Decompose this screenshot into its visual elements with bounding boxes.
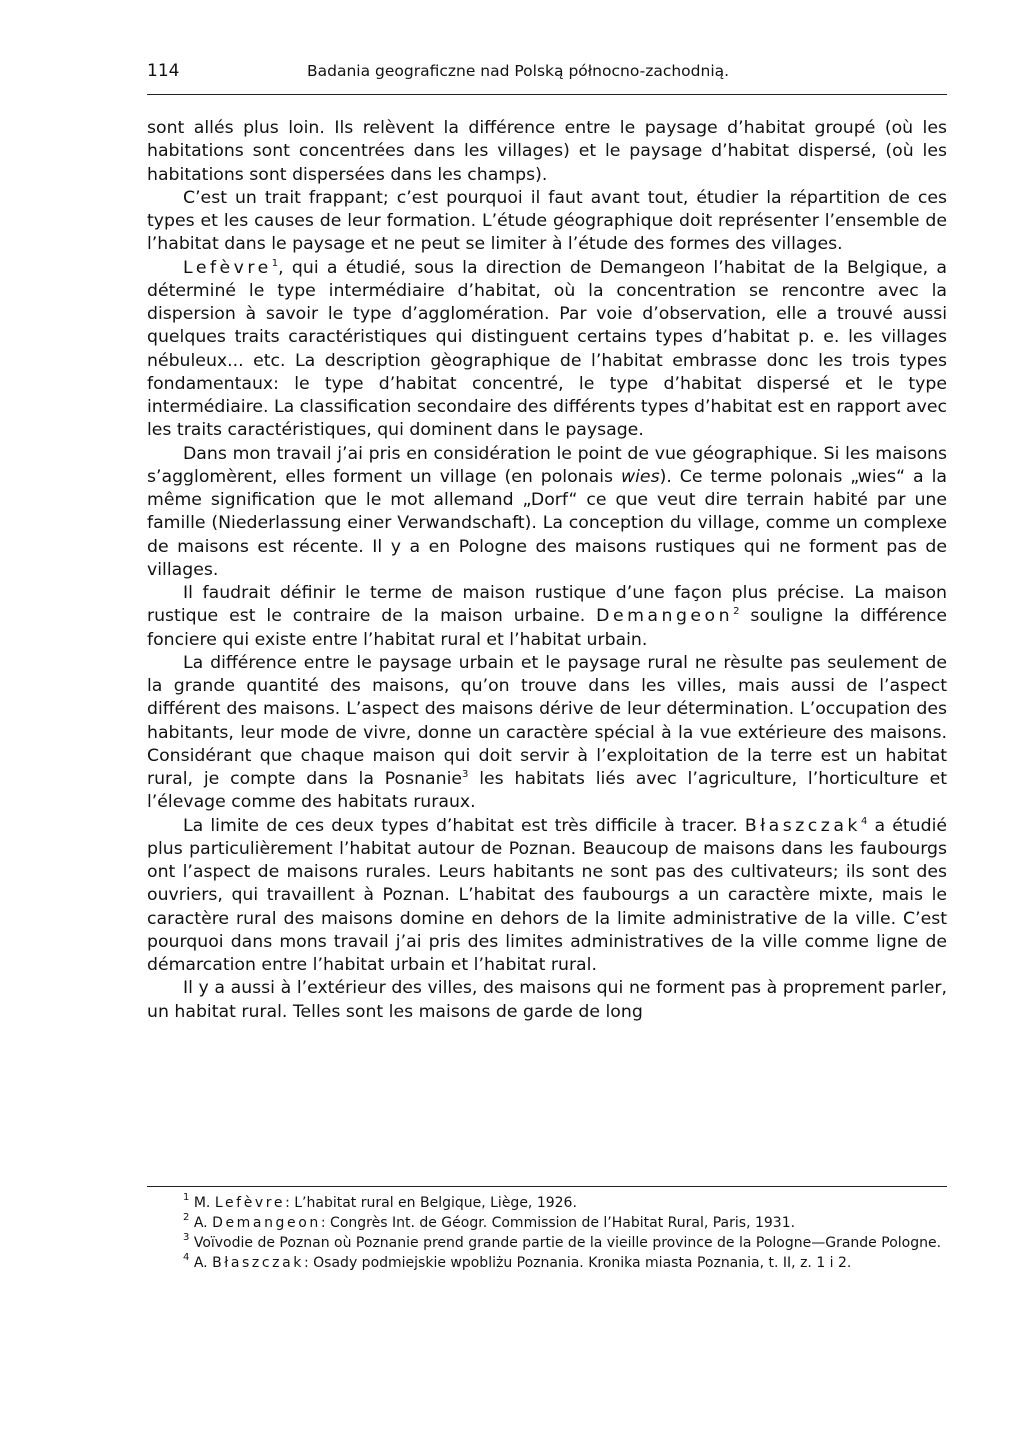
- text-run: C’est un trait frappant; c’est pourquoi il faut avant tout, étudier la répartition de ces types et les causes de leur formation. L’étude géographique doit représenter l’ensemble de l’habitat dans le paysage et ne peut se limiter à l’étude des formes des villages.: [147, 187, 947, 255]
- text-run: a étudié plus particulièrement l’habitat autour de Poznan. Beaucoup de maisons dans les faubourgs ont l’aspect de maisons rurales. Leurs habitants ne sont pas des cultivateurs; ils sont des ouvriers, qui travaillent à Poznan. L’habitat des faubourgs a un caractère mixte, mais le caractère rural des maisons domine en dehors de la limite administrative de la ville. C’est pourquoi dans mons travail j’ai pris des limites administratives de la ville comme ligne de démarcation entre l’habitat urbain et l’habitat rural.: [147, 815, 948, 975]
- footnote: [147, 1193, 947, 1213]
- text-run: ). Ce terme polonais „wies“ a la même signification que le mot allemand „Dorf“ ce que veut dire terrain habité par une famille (Niederlassung einer Verwandschaft). La conception du village, comme un complexe de maisons est récente. Il y a en Pologne des maisons rustiques qui ne forment pas de villages.: [147, 466, 947, 580]
- body-text: [147, 117, 947, 1024]
- author-name: Lefèvre: [214, 1195, 286, 1211]
- footnote-marker: 1: [183, 1192, 190, 1203]
- text-run: : Congrès Int. de Géogr. Commission de l’Habitat Rural, Paris, 1931.: [320, 1215, 796, 1231]
- text-run: souligne la différence fonciere qui existe entre l’habitat rural et l’habitat urbain.: [147, 606, 947, 650]
- running-header: [147, 56, 947, 86]
- footnote-marker: 4: [183, 1252, 190, 1263]
- running-title: Badania geograficzne nad Polską północno-zachodnią.: [307, 62, 730, 80]
- text-run: les habitats liés avec l’agriculture, l’horticulture et l’élevage comme des habitats ruraux.: [147, 769, 947, 813]
- paragraph: [147, 117, 947, 187]
- author-name: Demangeon: [596, 606, 734, 627]
- text-run: A.: [189, 1255, 213, 1271]
- footnote: [147, 1213, 947, 1233]
- text-run: La limite de ces deux types d’habitat est très difficile à tracer.: [183, 815, 745, 836]
- footnote-marker: 1: [271, 257, 279, 269]
- footnote-marker: 2: [183, 1212, 190, 1223]
- author-name: Błaszczak: [212, 1255, 304, 1271]
- footnote-marker: 3: [462, 769, 469, 780]
- text-run: sont allés plus loin. Ils relèvent la différence entre le paysage d’habitat groupé (où les habitations sont concentrées dans les villages) et le paysage d’habitat dispersé, (où les habitations sont dispersées dans les champs).: [147, 118, 947, 185]
- footnote-marker: 2: [733, 606, 740, 618]
- text-run: , qui a étudié, sous la direction de Demangeon l’habitat de la Belgique, a déterminé le type intermédiaire d’habitat, où la concentration se rencontre avec la dispersion à savoir le type d’agglomération. Par voie d’observation, elle a trouvé aussi quelques traits caractéristiques qui distinguent certains types d’habitat p. e. les villages nébuleux... etc. La description gèographique de l’habitat embrasse donc les trois types fondamentaux: le type d’habitat concentré, le type d’habitat dispersé et le type intermédiaire. La classification secondaire des différents types d’habitat est en rapport avec les traits caractéristiques, qui dominent dans le paysage.: [147, 257, 947, 441]
- paragraph: [147, 815, 947, 978]
- footnote: [147, 1233, 947, 1253]
- header-rule: [147, 94, 947, 95]
- footnote-marker: 3: [183, 1232, 190, 1243]
- footnote: [147, 1253, 947, 1273]
- paragraph: [147, 187, 947, 257]
- text-run: Voïvodie de Poznan où Poznanie prend grande partie de la vieille province de la Pologne—Grande Pologne.: [189, 1235, 942, 1251]
- author-name: Błaszczak: [744, 815, 861, 836]
- paragraph: [147, 977, 947, 1024]
- text-run: Il y a aussi à l’extérieur des villes, des maisons qui ne forment pas à proprement parler, un habitat rural. Telles sont les maisons de garde de long: [147, 978, 947, 1022]
- paragraph: [147, 652, 947, 815]
- page-number: 114: [147, 61, 180, 81]
- author-name: Demangeon: [212, 1215, 321, 1231]
- text-run: La différence entre le paysage urbain et le paysage rural ne rèsulte pas seulement de la grande quantité des maisons, qu’on trouve dans les villes, mais aussi de l’aspect différent des maisons. L’aspect des maisons dérive de leur détermination. L’occupation des habitants, leur mode de vivre, donne un caractère spécial à la vue extérieure des maisons. Considérant que chaque maison qui doit servir à l’exploitation de la terre est un habitat rural, je compte dans la Posnanie: [147, 652, 947, 789]
- text-run: : L’habitat rural en Belgique, Liège, 1926.: [285, 1195, 577, 1211]
- text-run: : Osady podmiejskie wpobliżu Poznania. Kronika miasta Poznania, t. II, z. 1 i 2.: [304, 1255, 852, 1271]
- footnote-marker: 4: [860, 815, 868, 827]
- text-run: Il faudrait définir le terme de maison rustique d’une façon plus précise. La maison rustique est le contraire de la maison urbaine.: [147, 583, 947, 627]
- paragraph: [147, 257, 947, 443]
- paragraph: [147, 443, 947, 583]
- author-name: Lefèvre: [183, 257, 272, 278]
- text-run: M.: [189, 1195, 215, 1211]
- footnote-rule: [147, 1186, 947, 1187]
- text-run: A.: [189, 1215, 213, 1231]
- paragraph: [147, 582, 947, 652]
- text-run: Dans mon travail j’ai pris en considération le point de vue géographique. Si les maisons s’agglomèrent, elles forment un village (en polonais: [147, 443, 947, 487]
- footnotes: [147, 1193, 947, 1273]
- italic-term: wies: [621, 466, 660, 487]
